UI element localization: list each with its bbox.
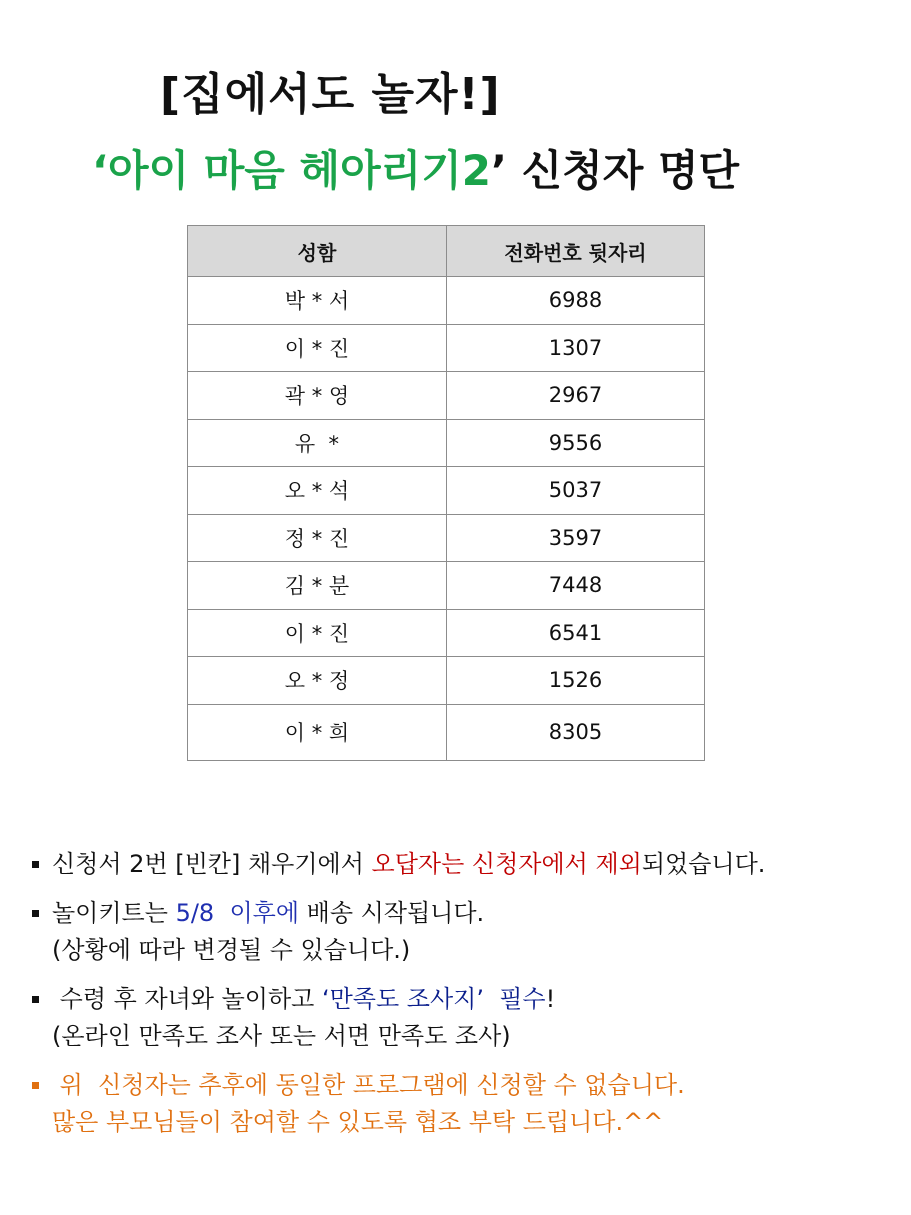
notice-subtext: (상황에 따라 변경될 수 있습니다.) [52,936,411,964]
notice-text: 놀이키트는 [52,899,176,927]
cell-phone: 2967 [447,372,705,420]
title-program-name: 아이 마음 헤아리기2 [107,146,492,195]
cell-phone: 1526 [447,657,705,705]
table-header-row [188,226,705,277]
title-line2 [92,138,739,198]
cell-name: 오 * 석 [188,467,447,515]
title-line1: [집에서도 놀자!] [160,69,501,120]
notice-text: 되었습니다. [641,850,766,878]
notice-item-restriction [30,1067,900,1141]
table-row [188,467,705,515]
table-row [188,562,705,610]
cell-name: 곽 * 영 [188,372,447,420]
cell-phone: 5037 [447,467,705,515]
cell-name: 이 * 진 [188,324,447,372]
square-bullet-icon [32,861,39,868]
square-bullet-icon [32,910,39,917]
table-row [188,419,705,467]
title-quote-open: ‘ [92,146,108,195]
cell-phone: 6541 [447,609,705,657]
notice-list [30,846,900,1141]
notice-item-exclusion [30,846,900,883]
title-quote-close: ’ [491,146,507,195]
notice-text: ! [545,985,556,1013]
cell-name: 이 * 진 [188,609,447,657]
table-row [188,657,705,705]
table-row [188,277,705,325]
cell-name: 이 * 희 [188,704,447,760]
cell-phone: 3597 [447,514,705,562]
cell-phone: 6988 [447,277,705,325]
notice-subtext: (온라인 만족도 조사 또는 서면 만족도 조사) [52,1022,511,1050]
square-bullet-icon [32,1082,39,1089]
cell-name: 오 * 정 [188,657,447,705]
table-row [188,609,705,657]
header-name: 성함 [188,226,447,277]
notice-orange-subtext: 많은 부모님들이 참여할 수 있도록 협조 부탁 드립니다.^^ [52,1108,664,1136]
table-row [188,704,705,760]
notice-highlight-survey: ‘만족도 조사지’ 필수 [321,985,546,1013]
cell-phone: 8305 [447,704,705,760]
notice-highlight-red: 오답자는 신청자에서 제외 [371,850,642,878]
cell-name: 유 * [188,419,447,467]
table-row [188,324,705,372]
notice-text: 신청서 2번 [빈칸] 채우기에서 [52,850,372,878]
cell-name: 김 * 분 [188,562,447,610]
title-suffix: 신청자 명단 [506,146,740,195]
notice-item-shipping [30,895,900,969]
notice-text: 배송 시작됩니다. [299,899,485,927]
notice-highlight-date: 5/8 이후에 [175,899,299,927]
cell-phone: 1307 [447,324,705,372]
cell-name: 박 * 서 [188,277,447,325]
notice-orange-text: 위 신청자는 추후에 동일한 프로그램에 신청할 수 없습니다. [52,1071,685,1099]
cell-phone: 7448 [447,562,705,610]
square-bullet-icon [32,996,39,1003]
table-row [188,514,705,562]
applicant-table [187,225,705,761]
cell-phone: 9556 [447,419,705,467]
cell-name: 정 * 진 [188,514,447,562]
notice-text: 수령 후 자녀와 놀이하고 [52,985,322,1013]
table-row [188,372,705,420]
header-phone: 전화번호 뒷자리 [447,226,705,277]
notice-item-survey [30,981,900,1055]
